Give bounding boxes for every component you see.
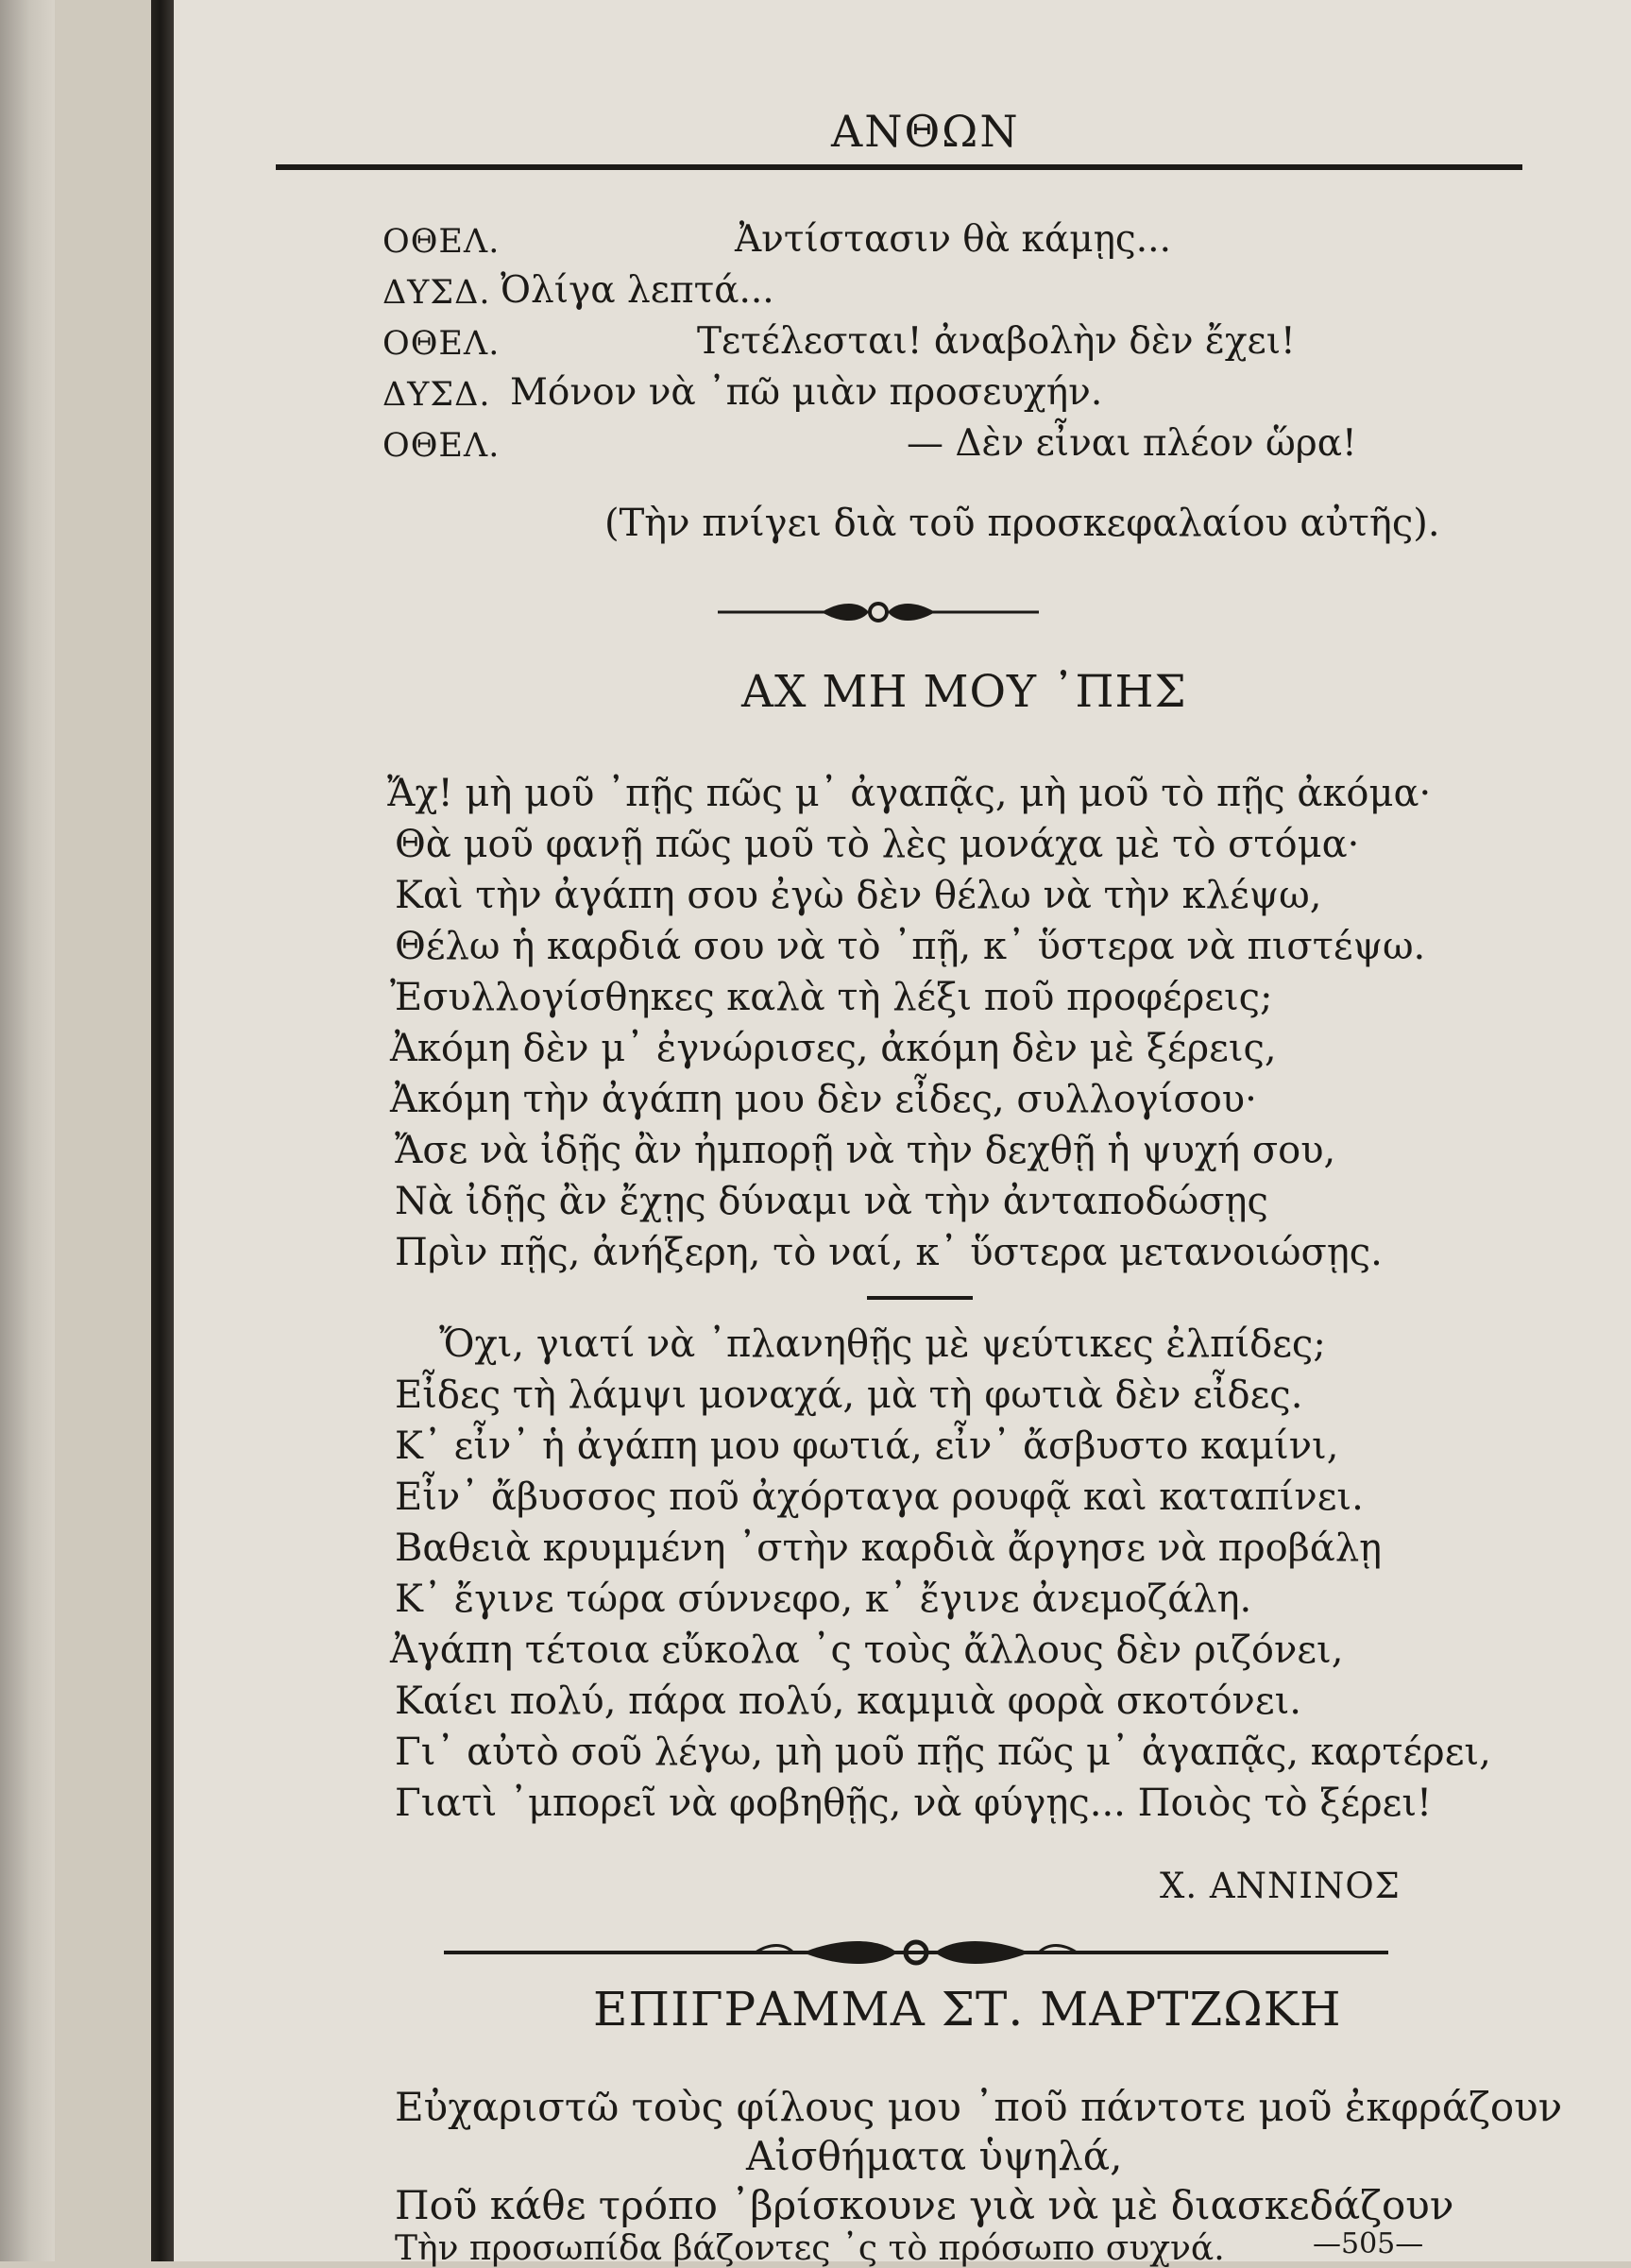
poem-line: Καὶ τὴν ἀγάπη σου ἐγὼ δὲν θέλω νὰ τὴν κλέψω,: [395, 874, 1322, 917]
poem-line: Καίει πολύ, πάρα πολύ, καμμιὰ φορὰ σκοτόνει.: [395, 1680, 1301, 1723]
speaker-desdemona: ΔΥΣΔ.: [382, 274, 491, 312]
poem-line: Πρὶν πῇς, ἀνήξερη, τὸ ναί, κ᾽ ὕστερα μετανοιώσῃς.: [395, 1231, 1383, 1274]
poem-author: Χ. ΑΝΝΙΝΟΣ: [1160, 1866, 1401, 1906]
speaker-othello: ΟΘΕΛ.: [382, 223, 501, 261]
poem-line: Βαθειὰ κρυμμένη ᾽στὴν καρδιὰ ἄργησε νὰ προβάλῃ: [395, 1526, 1383, 1570]
dialogue-line: Ἀντίστασιν θὰ κάμῃς...: [735, 218, 1171, 261]
dialogue-line: Ὀλίγα λεπτά...: [501, 269, 774, 312]
stanza-separator: [867, 1296, 973, 1300]
dialogue-line: Μόνον νὰ ᾽πῶ μιὰν προσευχήν.: [510, 371, 1103, 414]
poem-line: Ἐσυλλογίσθηκες καλὰ τὴ λέξι ποῦ προφέρεις;: [390, 976, 1273, 1019]
poem-line: Θέλω ἡ καρδιά σου νὰ τὸ ᾽πῇ, κ᾽ ὕστερα νὰ πιστέψω.: [395, 925, 1426, 968]
page-number: —505—: [1313, 2227, 1424, 2260]
dialogue-line: Τετέλεσται! ἀναβολὴν δὲν ἔχει!: [697, 320, 1296, 363]
poem-line: Ἀκόμη δὲν μ᾽ ἐγνώρισες, ἀκόμη δὲν μὲ ξέρεις,: [390, 1027, 1277, 1070]
ornament-divider: [718, 593, 1039, 631]
book-gutter: [151, 0, 174, 2261]
poem-line: Ποῦ κάθε τρόπο ᾽βρίσκουνε γιὰ νὰ μὲ διασκεδάζουν: [395, 2182, 1454, 2228]
poem-line: Ἀγάπη τέτοια εὔκολα ᾽ς τοὺς ἄλλους δὲν ριζόνει,: [390, 1629, 1344, 1672]
epigram-title: ΕΠΙΓΡΑΜΜΑ ΣΤ. ΜΑΡΤΖΩΚΗ: [593, 1982, 1342, 2037]
speaker-othello: ΟΘΕΛ.: [382, 325, 501, 363]
poem-line: Ἀκόμη τὴν ἀγάπη μου δὲν εἶδες, συλλογίσου·: [390, 1078, 1257, 1121]
speaker-othello: ΟΘΕΛ.: [382, 427, 501, 465]
ornament-divider: [444, 1932, 1388, 1970]
poem-line: Αἰσθήματα ὑψηλά,: [746, 2133, 1123, 2179]
header-rule: [276, 164, 1522, 170]
poem-line: Γιατὶ ᾽μπορεῖ νὰ φοβηθῇς, νὰ φύγῃς... Ποιὸς τὸ ξέρει!: [395, 1782, 1433, 1825]
poem-line: Νὰ ἰδῇς ἂν ἔχῃς δύναμι νὰ τὴν ἀνταποδώσῃς: [395, 1180, 1268, 1223]
poem-line: Εἶδες τὴ λάμψι μοναχά, μὰ τὴ φωτιὰ δὲν εἶδες.: [395, 1373, 1303, 1417]
poem-line: Θὰ μοῦ φανῇ πῶς μοῦ τὸ λὲς μονάχα μὲ τὸ στόμα·: [395, 823, 1360, 866]
poem-line: Ἄσε νὰ ἰδῇς ἂν ἠμπορῇ νὰ τὴν δεχθῇ ἡ ψυχή σου,: [395, 1129, 1336, 1172]
poem-line: Κ᾽ ἔγινε τώρα σύννεφο, κ᾽ ἔγινε ἀνεμοζάλη.: [395, 1577, 1252, 1621]
stage-direction: (Τὴν πνίγει διὰ τοῦ προσκεφαλαίου αὐτῆς).: [604, 502, 1440, 545]
running-head: ΑΝΘΩΝ: [831, 106, 1020, 157]
poem-line: Ὄχι, γιατί νὰ ᾽πλανηθῇς μὲ ψεύτικες ἐλπίδες;: [439, 1322, 1326, 1366]
dialogue-line: — Δὲν εἶναι πλέον ὥρα!: [907, 422, 1357, 465]
poem-line: Εὐχαριστῶ τοὺς φίλους μου ᾽ποῦ πάντοτε μοῦ ἐκφράζουν: [395, 2084, 1563, 2130]
scan-background-edge: [0, 0, 55, 2261]
poem-line: Ἄχ! μὴ μοῦ ᾽πῇς πῶς μ᾽ ἀγαπᾷς, μὴ μοῦ τὸ πῇς ἀκόμα·: [387, 772, 1432, 815]
poem-line: Κ᾽ εἶν᾽ ἡ ἀγάπη μου φωτιά, εἶν᾽ ἄσβυστο καμίνι,: [395, 1424, 1339, 1468]
speaker-desdemona: ΔΥΣΔ.: [382, 376, 491, 414]
poem-line: Τὴν προσωπίδα βάζοντες ᾽ς τὸ πρόσωπο συχνά.: [395, 2229, 1225, 2268]
poem-title: ΑΧ ΜΗ ΜΟΥ ᾽ΠΗΣ: [741, 666, 1187, 718]
poem-line: Γι᾽ αὐτὸ σοῦ λέγω, μὴ μοῦ πῇς πῶς μ᾽ ἀγαπᾷς, καρτέρει,: [395, 1731, 1491, 1774]
poem-line: Εἶν᾽ ἄβυσσος ποῦ ἀχόρταγα ρουφᾷ καὶ καταπίνει.: [395, 1475, 1364, 1519]
